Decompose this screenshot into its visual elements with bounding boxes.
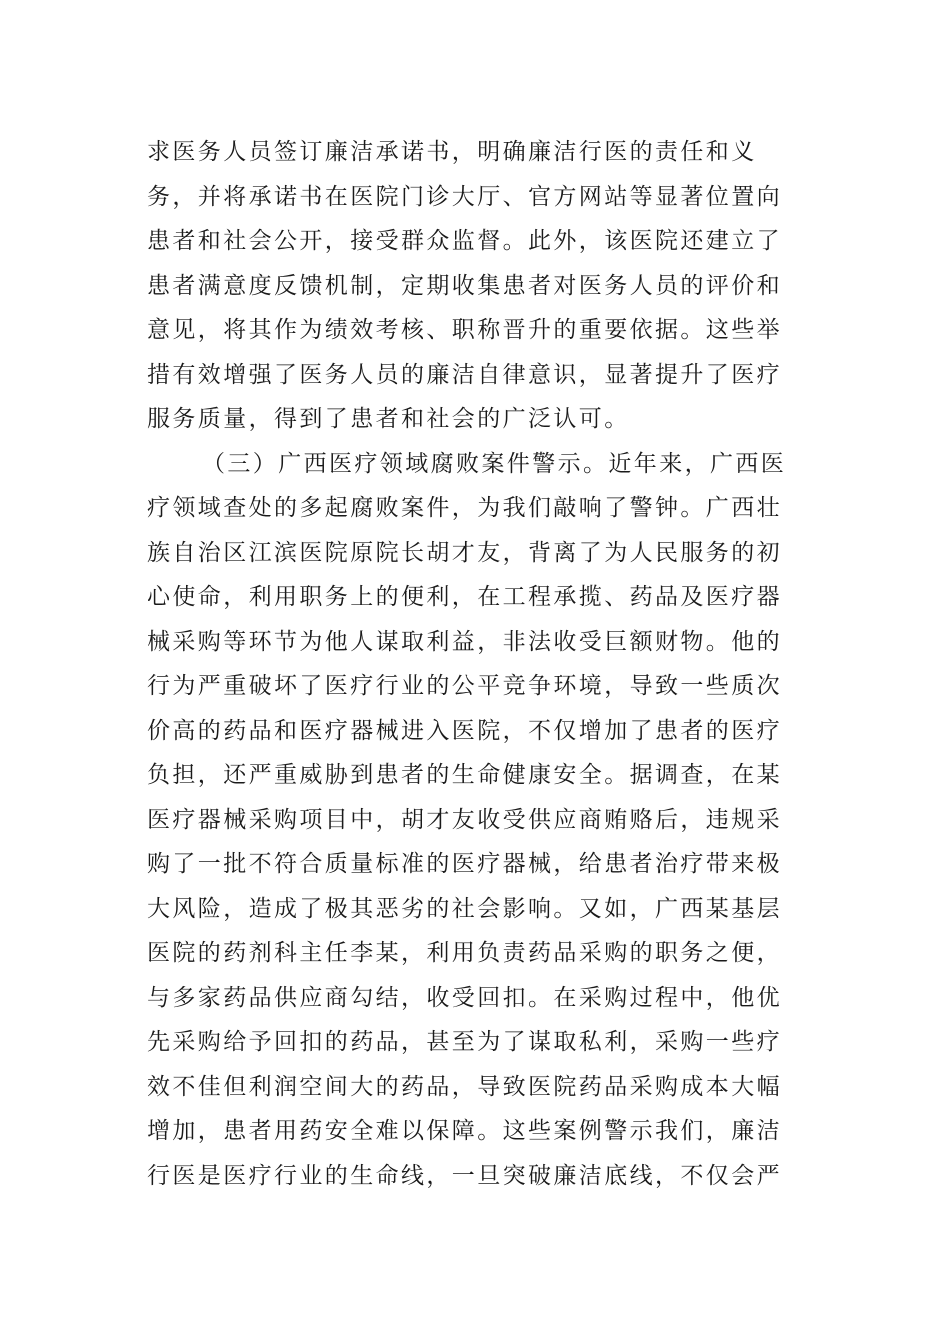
text-line-16: 医疗器械采购项目中，胡才友收受供应商贿赂后，违规采 bbox=[147, 806, 782, 833]
text-line-12: 械采购等环节为他人谋取利益，非法收受巨额财物。他的 bbox=[147, 628, 782, 655]
text-line-14: 价高的药品和医疗器械进入医院，不仅增加了患者的医疗 bbox=[147, 717, 782, 744]
section-heading-line: （三）广西医疗领域腐败案件警示。近年来，广西医 bbox=[202, 450, 787, 477]
text-line-18: 大风险，造成了极其恶劣的社会影响。又如，广西某基层 bbox=[147, 895, 782, 922]
body-text bbox=[147, 130, 787, 1198]
text-line-13: 行为严重破坏了医疗行业的公平竞争环境，导致一些质次 bbox=[147, 673, 782, 699]
text-line-7: 服务质量，得到了患者和社会的广泛认可。 bbox=[147, 406, 630, 432]
text-line-22: 效不佳但利润空间大的药品，导致医院药品采购成本大幅 bbox=[147, 1073, 782, 1100]
text-line-1: 求医务人员签订廉洁承诺书，明确廉洁行医的责任和义 bbox=[147, 139, 757, 165]
text-line-24: 行医是医疗行业的生命线，一旦突破廉洁底线，不仅会严 bbox=[147, 1162, 782, 1189]
text-line-4: 患者满意度反馈机制，定期收集患者对医务人员的评价和 bbox=[147, 272, 782, 299]
text-line-15: 负担，还严重威胁到患者的生命健康安全。据调查，在某 bbox=[147, 762, 782, 788]
text-line-3: 患者和社会公开，接受群众监督。此外，该医院还建立了 bbox=[147, 228, 782, 254]
text-line-23: 增加，患者用药安全难以保障。这些案例警示我们，廉洁 bbox=[147, 1118, 782, 1144]
text-line-19: 医院的药剂科主任李某，利用负责药品采购的职务之便， bbox=[147, 940, 782, 966]
text-line-17: 购了一批不符合质量标准的医疗器械，给患者治疗带来极 bbox=[147, 851, 782, 877]
text-line-10: 族自治区江滨医院原院长胡才友，背离了为人民服务的初 bbox=[147, 539, 782, 566]
text-line-20: 与多家药品供应商勾结，收受回扣。在采购过程中，他优 bbox=[147, 984, 782, 1011]
text-line-6: 措有效增强了医务人员的廉洁自律意识，显著提升了医疗 bbox=[147, 361, 782, 388]
text-line-9: 疗领域查处的多起腐败案件，为我们敲响了警钟。广西壮 bbox=[147, 495, 782, 521]
text-line-11: 心使命，利用职务上的便利，在工程承揽、药品及医疗器 bbox=[147, 584, 782, 610]
text-line-21: 先采购给予回扣的药品，甚至为了谋取私利，采购一些疗 bbox=[147, 1029, 782, 1055]
text-line-5: 意见，将其作为绩效考核、职称晋升的重要依据。这些举 bbox=[147, 317, 782, 343]
text-line-2: 务，并将承诺书在医院门诊大厅、官方网站等显著位置向 bbox=[147, 183, 782, 210]
